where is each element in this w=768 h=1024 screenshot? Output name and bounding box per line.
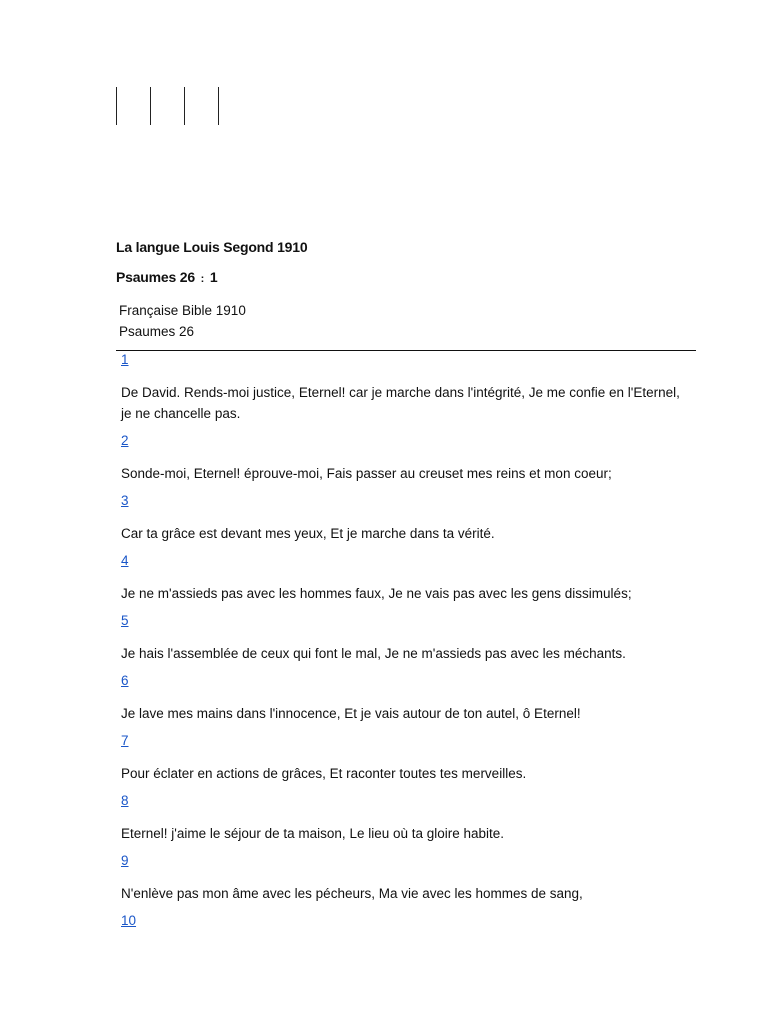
- verse-text: Je lave mes mains dans l'innocence, Et je vais autour de ton autel, ô Eternel!: [121, 706, 581, 721]
- verse-item: [121, 613, 681, 664]
- verse-item: [121, 733, 681, 784]
- page-title: La langue Louis Segond 1910: [116, 239, 308, 255]
- reference-heading: [116, 269, 217, 285]
- verse-number-link[interactable]: 6: [121, 673, 129, 688]
- verse-text: N'enlève pas mon âme avec les pécheurs, Ma vie avec les hommes de sang,: [121, 886, 583, 901]
- verse-item: [121, 673, 681, 724]
- verse-number-link[interactable]: 3: [121, 493, 129, 508]
- source-info: [119, 300, 246, 342]
- verse-number-link[interactable]: 8: [121, 793, 129, 808]
- source-bible-name: Française Bible 1910: [119, 303, 246, 318]
- verse-item: [121, 352, 681, 424]
- verse-number-link[interactable]: 7: [121, 733, 129, 748]
- verse-number-link[interactable]: 1: [121, 352, 129, 367]
- source-chapter: Psaumes 26: [119, 324, 195, 339]
- toolbar-divider: [116, 87, 117, 125]
- divider-line: [116, 350, 696, 351]
- verse-text: Sonde-moi, Eternel! éprouve-moi, Fais passer au creuset mes reins et mon coeur;: [121, 466, 612, 481]
- verse-number-link[interactable]: 2: [121, 433, 129, 448]
- reference-book: Psaumes 26: [116, 269, 195, 285]
- verse-number-link[interactable]: 5: [121, 613, 129, 628]
- toolbar-divider: [218, 87, 219, 125]
- verse-text: Pour éclater en actions de grâces, Et raconter toutes tes merveilles.: [121, 766, 527, 781]
- verse-item: [121, 433, 681, 484]
- verse-item: [121, 913, 681, 943]
- verse-list: [121, 352, 681, 952]
- toolbar-divider: [184, 87, 185, 125]
- verse-item: [121, 493, 681, 544]
- reference-verse: 1: [209, 269, 218, 285]
- verse-text: Eternel! j'aime le séjour de ta maison, Le lieu où ta gloire habite.: [121, 826, 505, 841]
- reference-separator: :: [200, 273, 205, 285]
- toolbar-separators: [116, 87, 226, 125]
- verse-number-link[interactable]: 10: [121, 913, 137, 928]
- verse-item: [121, 853, 681, 904]
- verse-text: Je ne m'assieds pas avec les hommes faux, Je ne vais pas avec les gens dissimulés;: [121, 586, 632, 601]
- verse-item: [121, 553, 681, 604]
- verse-number-link[interactable]: 4: [121, 553, 129, 568]
- verse-text: Je hais l'assemblée de ceux qui font le mal, Je ne m'assieds pas avec les méchants.: [121, 646, 626, 661]
- verse-item: [121, 793, 681, 844]
- toolbar-divider: [150, 87, 151, 125]
- verse-text: De David. Rends-moi justice, Eternel! car je marche dans l'intégrité, Je me confie en l'Eternel, je ne chancelle pas.: [121, 385, 680, 421]
- verse-number-link[interactable]: 9: [121, 853, 129, 868]
- verse-text: Car ta grâce est devant mes yeux, Et je marche dans ta vérité.: [121, 526, 495, 541]
